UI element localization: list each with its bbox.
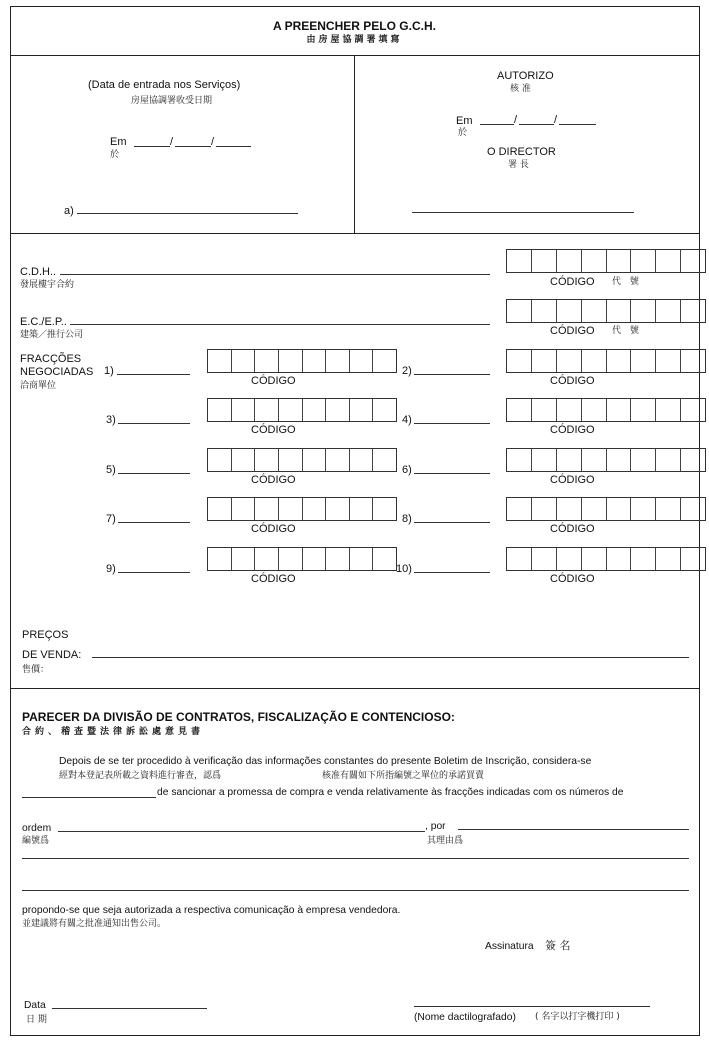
code-cell[interactable] [326,498,350,520]
ecep-code-label: CÓDIGO [550,325,595,337]
ecep-code-label-zh: 代 號 [612,326,642,336]
fraction-field[interactable] [118,522,190,523]
code-cell[interactable] [326,350,350,372]
opinion-decision-field[interactable] [22,797,156,798]
fraction-code-label: CÓDIGO [550,573,595,585]
ordem-label-zh: 編號爲 [22,836,50,846]
header-title: A PREENCHER PELO G.C.H. [273,19,436,33]
code-cell[interactable] [607,300,632,322]
code-cell[interactable] [681,449,705,471]
code-cell[interactable] [681,350,705,372]
fraction-code-boxes[interactable] [207,349,397,373]
code-cell[interactable] [631,399,656,421]
fraction-code-label: CÓDIGO [251,523,296,535]
code-cell[interactable] [279,449,303,471]
fraction-number-label: 2) [402,365,412,377]
entry-date-heading-zh: 房屋協調署收受日期 [131,96,213,106]
director-signature-field[interactable] [412,212,634,213]
opinion-title-zh: 合約、稽查暨法律訴訟處意見書 [22,727,205,737]
code-cell[interactable] [303,449,327,471]
code-cell[interactable] [279,350,303,372]
code-cell[interactable] [557,548,582,570]
authorize-month-field[interactable] [519,124,554,125]
authorize-heading-zh: 核 准 [510,84,531,94]
code-cell[interactable] [532,449,557,471]
code-cell[interactable] [557,399,582,421]
code-cell[interactable] [208,498,232,520]
fractions-label-line1: FRACÇÕES [20,353,82,365]
typed-name-label-zh: ( 名字以打字機打印 ) [535,1012,620,1022]
code-cell[interactable] [507,399,532,421]
opinion-para1-zh-b: 核准有關如下所指編號之單位的承諾買賣 [322,771,485,781]
ecep-label: E.C./E.P.. [20,316,67,328]
fraction-number-label: 9) [106,563,116,575]
opinion-divider [10,688,700,689]
code-cell[interactable] [507,449,532,471]
code-cell[interactable] [232,498,256,520]
code-cell[interactable] [582,399,607,421]
entry-sign-field[interactable] [77,213,298,214]
entry-sign-label: a) [64,205,74,217]
code-cell[interactable] [656,548,681,570]
entry-em-label: Em [110,136,127,148]
fraction-code-label: CÓDIGO [550,523,595,535]
fraction-field[interactable] [117,374,190,375]
code-cell[interactable] [582,548,607,570]
fraction-code-label: CÓDIGO [251,474,296,486]
code-cell[interactable] [279,498,303,520]
cdh-code-label: CÓDIGO [550,276,595,288]
code-cell[interactable] [255,498,279,520]
code-cell[interactable] [208,548,232,570]
fraction-field[interactable] [118,572,190,573]
por-label-zh: 其理由爲 [427,836,464,846]
fraction-number-label: 6) [402,464,412,476]
code-cell[interactable] [681,498,705,520]
code-cell[interactable] [532,399,557,421]
opinion-reason-line-1[interactable] [22,858,689,859]
code-cell[interactable] [631,449,656,471]
code-cell[interactable] [532,548,557,570]
cdh-label: C.D.H.. [20,266,57,278]
authorize-year-field[interactable] [559,124,596,125]
code-cell[interactable] [373,548,396,570]
code-cell[interactable] [656,350,681,372]
code-cell[interactable] [350,350,374,372]
code-cell[interactable] [557,498,582,520]
typed-name-label: (Nome dactilografado) [414,1012,516,1023]
fraction-code-boxes[interactable] [506,448,706,472]
code-cell[interactable] [350,399,374,421]
fraction-code-label: CÓDIGO [550,424,595,436]
entry-em-zh: 於 [110,150,120,160]
authorize-heading: AUTORIZO [497,70,554,82]
code-cell[interactable] [255,399,279,421]
code-cell[interactable] [607,350,632,372]
code-cell[interactable] [607,399,632,421]
code-cell[interactable] [656,300,681,322]
prices-field[interactable] [92,657,689,658]
code-cell[interactable] [681,250,705,272]
code-cell[interactable] [557,449,582,471]
authorize-date-sep-1: / [514,114,518,126]
ecep-code-boxes[interactable] [506,299,706,323]
fraction-field[interactable] [118,423,190,424]
opinion-para2: de sancionar a promessa de compra e venda relativamente às fracções indicadas com os números de [157,787,624,798]
code-cell[interactable] [582,300,607,322]
fractions-label-line2: NEGOCIADAS [20,366,94,378]
entry-month-field[interactable] [175,146,211,147]
code-cell[interactable] [373,399,396,421]
fraction-field[interactable] [414,473,490,474]
code-cell[interactable] [507,250,532,272]
entry-day-field[interactable] [134,146,170,147]
code-cell[interactable] [326,548,350,570]
fraction-field[interactable] [118,473,190,474]
code-cell[interactable] [507,350,532,372]
code-cell[interactable] [326,399,350,421]
date-label: Data [24,1000,46,1011]
code-cell[interactable] [582,498,607,520]
code-cell[interactable] [557,250,582,272]
code-cell[interactable] [656,498,681,520]
code-cell[interactable] [303,548,327,570]
fraction-number-label: 8) [402,513,412,525]
por-label: , por [425,821,446,832]
code-cell[interactable] [507,300,532,322]
prices-label-line1: PREÇOS [22,629,69,641]
code-cell[interactable] [631,548,656,570]
code-cell[interactable] [373,350,396,372]
fraction-code-boxes[interactable] [506,398,706,422]
code-cell[interactable] [532,498,557,520]
cdh-code-label-zh: 代 號 [612,277,642,287]
code-cell[interactable] [373,498,396,520]
fraction-number-label: 10) [396,563,412,575]
ecep-label-zh: 建築／推行公司 [20,330,84,340]
opinion-reason-line-2[interactable] [22,890,689,891]
fraction-number-label: 4) [402,414,412,426]
opinion-para3-zh: 並建議將有關之批准通知出售公司。 [22,919,167,929]
fraction-code-boxes[interactable] [207,497,397,521]
fraction-code-boxes[interactable] [506,497,706,521]
entry-year-field[interactable] [216,146,251,147]
date-label-zh: 日 期 [26,1015,47,1025]
fraction-code-boxes[interactable] [506,547,706,571]
prices-label-line2: DE VENDA: [22,649,82,661]
code-cell[interactable] [326,449,350,471]
code-cell[interactable] [255,350,279,372]
fraction-field[interactable] [414,423,490,424]
fraction-number-label: 5) [106,464,116,476]
opinion-para1: Depois de se ter procedido à verificação das informações constantes do presente Boletim de Inscrição, considera-se [59,756,592,767]
authorize-day-field[interactable] [480,124,514,125]
ecep-field[interactable] [70,324,490,325]
signature-label-zh: 簽 名 [545,939,571,952]
code-cell[interactable] [631,350,656,372]
fraction-code-label: CÓDIGO [251,573,296,585]
signature-label: Assinatura [485,941,534,952]
code-cell[interactable] [656,449,681,471]
prices-label-zh: 售價： [22,665,50,675]
fraction-field[interactable] [414,572,490,573]
fraction-code-boxes[interactable] [207,398,397,422]
panels-bottom-rule [10,233,700,234]
fraction-number-label: 7) [106,513,116,525]
code-cell[interactable] [607,498,632,520]
cdh-code-boxes[interactable] [506,249,706,273]
fraction-code-boxes[interactable] [207,448,397,472]
fraction-code-boxes[interactable] [506,349,706,373]
code-cell[interactable] [350,449,374,471]
entry-date-sep-1: / [170,136,174,148]
code-cell[interactable] [582,350,607,372]
code-cell[interactable] [681,300,705,322]
code-cell[interactable] [557,300,582,322]
fraction-code-boxes[interactable] [207,547,397,571]
fraction-code-label: CÓDIGO [550,375,595,387]
code-cell[interactable] [532,300,557,322]
fraction-code-label: CÓDIGO [251,375,296,387]
code-cell[interactable] [557,350,582,372]
code-cell[interactable] [208,449,232,471]
authorize-em-zh: 於 [458,128,468,138]
opinion-para1-zh-a: 經對本登記表所載之資料進行審查，認爲 [59,771,222,781]
date-field[interactable] [52,1008,207,1009]
panel-divider [354,56,355,234]
code-cell[interactable] [232,399,256,421]
code-cell[interactable] [681,399,705,421]
ordem-label: ordem [22,823,52,834]
code-cell[interactable] [681,548,705,570]
code-cell[interactable] [232,350,256,372]
code-cell[interactable] [232,548,256,570]
code-cell[interactable] [255,449,279,471]
code-cell[interactable] [507,548,532,570]
ordem-field[interactable] [58,831,425,832]
code-cell[interactable] [232,449,256,471]
code-cell[interactable] [631,498,656,520]
code-cell[interactable] [208,399,232,421]
code-cell[interactable] [303,350,327,372]
header-subtitle-zh: 由房屋協調署填寫 [306,35,403,45]
code-cell[interactable] [255,548,279,570]
director-label-zh: 署 長 [508,160,529,170]
fraction-field[interactable] [414,522,490,523]
fraction-field[interactable] [414,374,490,375]
authorize-date-sep-2: / [554,114,558,126]
code-cell[interactable] [507,498,532,520]
code-cell[interactable] [631,300,656,322]
fraction-number-label: 1) [104,365,114,377]
code-cell[interactable] [279,399,303,421]
director-label: O DIRECTOR [487,146,556,158]
cdh-label-zh: 發展樓宇合約 [20,280,75,290]
signature-field[interactable] [414,1006,650,1007]
code-cell[interactable] [656,250,681,272]
code-cell[interactable] [303,399,327,421]
fraction-number-label: 3) [106,414,116,426]
authorize-em-label: Em [456,115,473,127]
code-cell[interactable] [631,250,656,272]
code-cell[interactable] [373,449,396,471]
code-cell[interactable] [607,449,632,471]
fraction-code-label: CÓDIGO [550,474,595,486]
cdh-field[interactable] [60,274,490,275]
code-cell[interactable] [656,399,681,421]
code-cell[interactable] [582,250,607,272]
code-cell[interactable] [303,498,327,520]
code-cell[interactable] [350,548,374,570]
por-field[interactable] [458,829,689,830]
code-cell[interactable] [582,449,607,471]
code-cell[interactable] [208,350,232,372]
code-cell[interactable] [532,250,557,272]
fractions-label-zh: 洽商單位 [20,381,57,391]
opinion-para3: propondo-se que seja autorizada a respectiva comunicação à empresa vendedora. [22,905,401,916]
code-cell[interactable] [607,250,632,272]
code-cell[interactable] [607,548,632,570]
code-cell[interactable] [279,548,303,570]
fraction-code-label: CÓDIGO [251,424,296,436]
code-cell[interactable] [350,498,374,520]
opinion-title: PARECER DA DIVISÃO DE CONTRATOS, FISCALIZAÇÃO E CONTENCIOSO: [22,710,455,724]
code-cell[interactable] [532,350,557,372]
entry-date-sep-2: / [211,136,215,148]
entry-date-heading: (Data de entrada nos Serviços) [88,79,241,91]
